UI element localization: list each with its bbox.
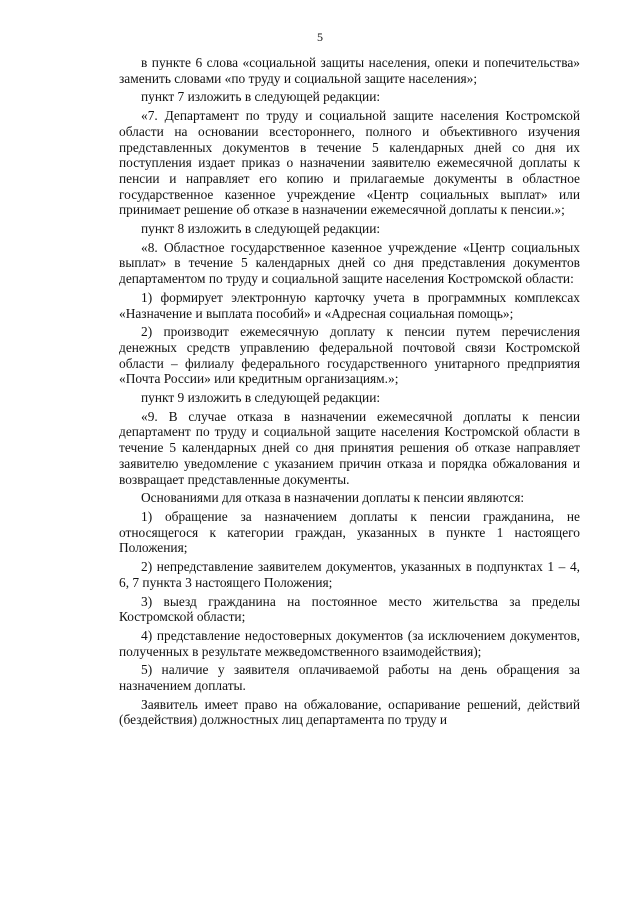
document-body (119, 55, 580, 731)
paragraph-point-7-text: «7. Департамент по труду и социальной защите населения Костромской области на основании всестороннего, полного и объективного изучения представленных документов в течение 5 календарных дней со дня их поступления издает приказ о назначении заявителю ежемесячной доплаты к пенсии и направляет его копию и прилагаемые документы в областное государственное казенное учреждение «Центр социальных выплат» или принимает решение об отказе в назначении ежемесячной доплаты к пенсии.»; (119, 108, 580, 218)
paragraph-ground-2: 2) непредставление заявителем документов, указанных в подпунктах 1 – 4, 6, 7 пункта 3 настоящего Положения; (119, 559, 580, 590)
paragraph-ground-5: 5) наличие у заявителя оплачиваемой работы на день обращения за назначением доплаты. (119, 662, 580, 694)
paragraph-point-9-text: «9. В случае отказа в назначении ежемесячной доплаты к пенсии департамент по труду и социальной защите населения Костромской области в течение 5 календарных дней со дня принятия решения об отказе направляет заявителю уведомление с указанием причин отказа и порядка обжалования и возвращает представленные документы. (119, 408, 580, 487)
paragraph-point-8-intro: пункт 8 изложить в следующей редакции: (141, 221, 381, 237)
paragraph-point-9-intro: пункт 9 изложить в следующей редакции: (141, 390, 381, 406)
paragraph-ground-3: 3) выезд гражданина на постоянное место жительства за пределы Костромской области; (119, 593, 580, 625)
page-number: 5 (317, 30, 323, 44)
paragraph-point-7-intro: пункт 7 изложить в следующей редакции: (141, 89, 381, 105)
paragraph-amend-point-6: в пункте 6 слова «социальной защиты населения, опеки и попечительства» заменить словами «по труду и социальной защите населения»; (119, 55, 580, 86)
paragraph-refusal-grounds: Основаниями для отказа в назначении доплаты к пенсии являются: (141, 490, 525, 506)
paragraph-ground-1: 1) обращение за назначением доплаты к пенсии гражданина, не относящегося к категории граждан, указанных в пункте 1 настоящего Положения; (119, 508, 580, 556)
paragraph-point-8-text: «8. Областное государственное казенное учреждение «Центр социальных выплат» в течение 5 календарных дней со дня представления документов департаментом по труду и социальной защите населения Костромской области: (119, 239, 580, 287)
paragraph-point-8-item-1: 1) формирует электронную карточку учета в программных комплексах «Назначение и выплата пособий» и «Адресная социальная помощь»; (119, 289, 580, 321)
paragraph-point-8-item-2: 2) производит ежемесячную доплату к пенсии путем перечисления денежных средств управлению федеральной почтовой связи Костромской области – филиалу федерального государственного унитарного предприятия «Почта России» или кредитным организациям.»; (119, 324, 580, 387)
paragraph-appeal-right: Заявитель имеет право на обжалование, оспаривание решений, действий (бездействия) должностных лиц департамента по труду и (119, 696, 580, 728)
paragraph-ground-4: 4) представление недостоверных документов (за исключением документов, полученных в результате межведомственного взаимодействия); (119, 627, 580, 659)
